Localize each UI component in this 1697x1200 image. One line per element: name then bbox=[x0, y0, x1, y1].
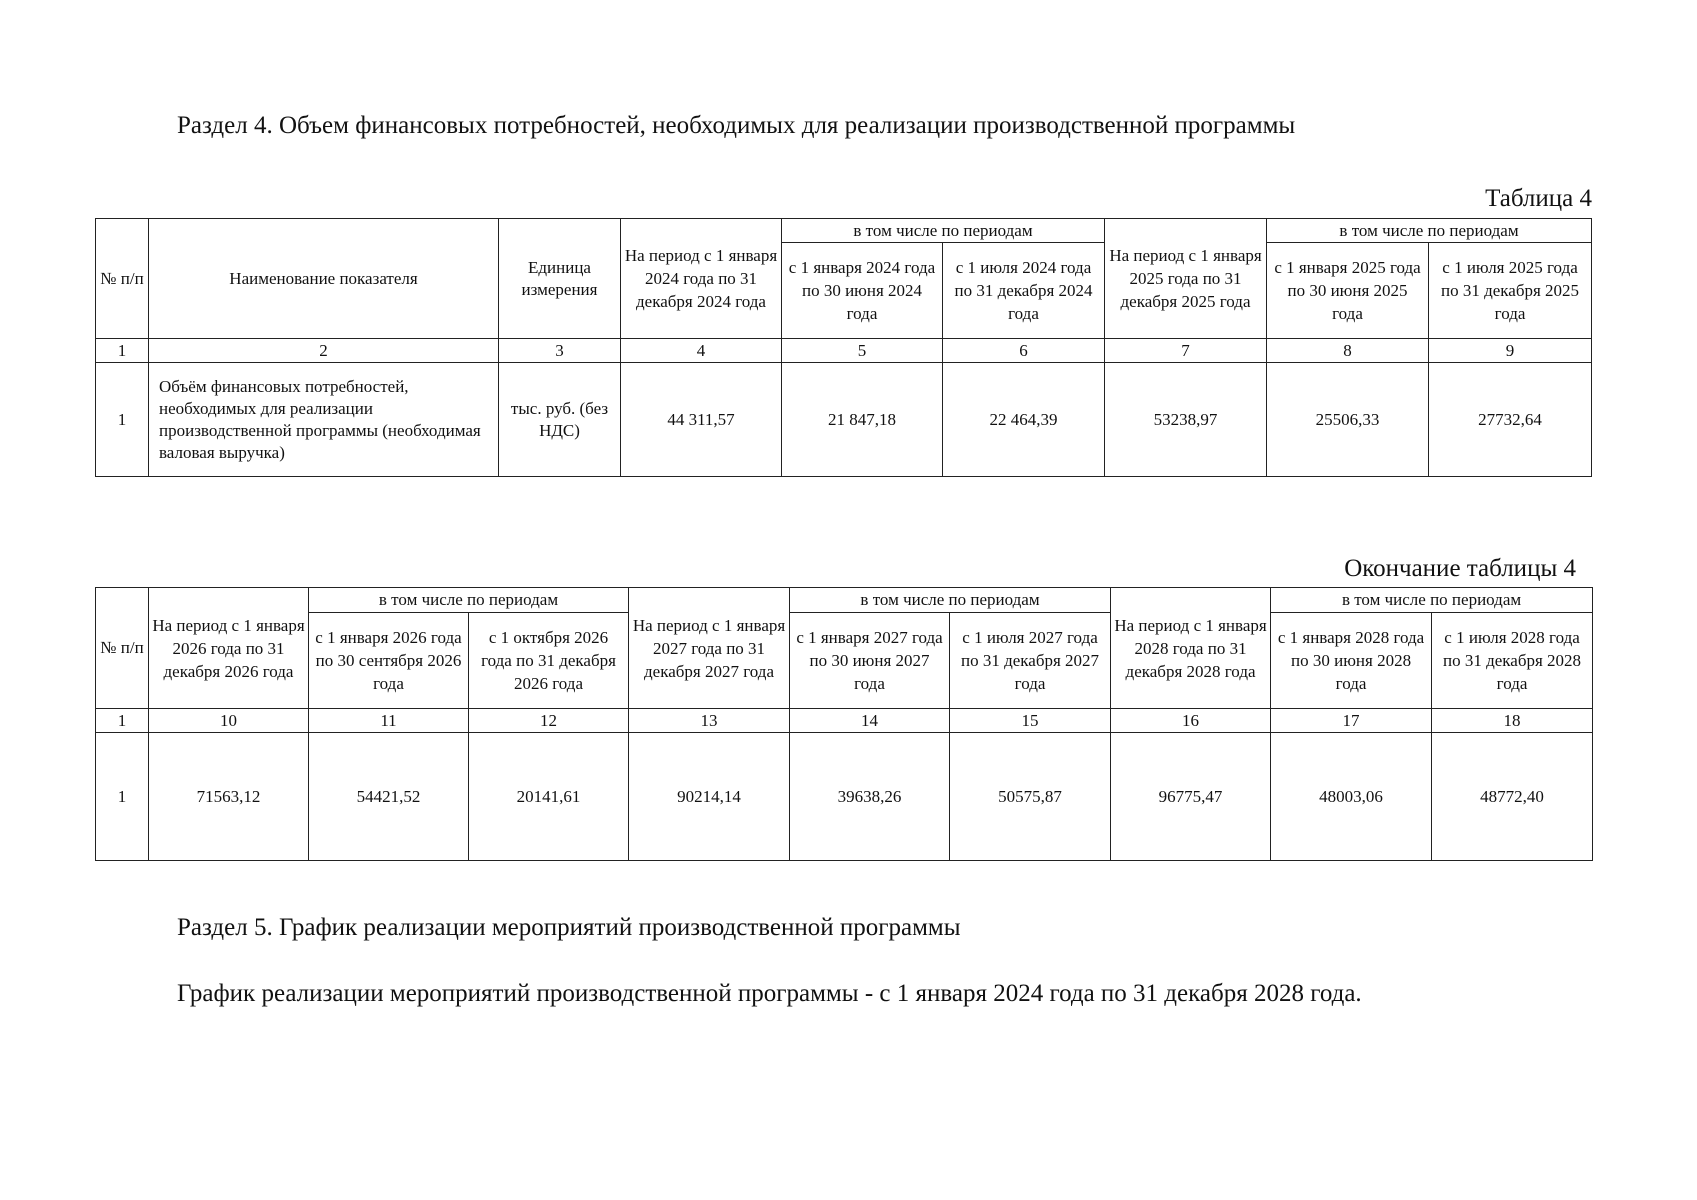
value-2028-h1: 48003,06 bbox=[1271, 733, 1432, 861]
header-subperiods-2025: в том числе по периодам bbox=[1267, 219, 1592, 243]
table-4-caption: Таблица 4 bbox=[1485, 185, 1592, 212]
header-period-2025: На период с 1 января 2025 года по 31 декабря 2025 года bbox=[1105, 219, 1267, 339]
column-number: 4 bbox=[621, 339, 782, 363]
header-period-2026: На период с 1 января 2026 года по 31 декабря 2026 года bbox=[149, 588, 309, 709]
value-period-2024: 44 311,57 bbox=[621, 363, 782, 477]
header-2026-b: с 1 октября 2026 года по 31 декабря 2026 года bbox=[469, 613, 629, 709]
schedule-text: График реализации мероприятий производственной программы - с 1 января 2024 года по 31 декабря 2028 года. bbox=[177, 980, 1362, 1007]
table-4-end-column-numbers bbox=[96, 709, 1593, 733]
header-indicator-name: Наименование показателя bbox=[149, 219, 499, 339]
column-number: 6 bbox=[943, 339, 1105, 363]
table-4-end-header-row-1 bbox=[96, 588, 1593, 613]
value-2026-a: 54421,52 bbox=[309, 733, 469, 861]
column-number: 11 bbox=[309, 709, 469, 733]
header-period-2024: На период с 1 января 2024 года по 31 декабря 2024 года bbox=[621, 219, 782, 339]
header-2027-h1: с 1 января 2027 года по 30 июня 2027 года bbox=[790, 613, 950, 709]
section-5-title: Раздел 5. График реализации мероприятий производственной программы bbox=[177, 914, 961, 941]
table-row bbox=[96, 733, 1593, 861]
column-number: 8 bbox=[1267, 339, 1429, 363]
header-2024-h1: с 1 января 2024 года по 30 июня 2024 года bbox=[782, 243, 943, 339]
header-subperiods-2028: в том числе по периодам bbox=[1271, 588, 1593, 613]
table-4-end bbox=[95, 587, 1593, 861]
column-number: 1 bbox=[96, 339, 149, 363]
header-period-2027: На период с 1 января 2027 года по 31 декабря 2027 года bbox=[629, 588, 790, 709]
column-number: 1 bbox=[96, 709, 149, 733]
value-2024-h2: 22 464,39 bbox=[943, 363, 1105, 477]
column-number: 14 bbox=[790, 709, 950, 733]
table-row bbox=[96, 363, 1592, 477]
header-period-2028: На период с 1 января 2028 года по 31 декабря 2028 года bbox=[1111, 588, 1271, 709]
column-number: 18 bbox=[1432, 709, 1593, 733]
table-4 bbox=[95, 218, 1592, 477]
header-no: № п/п bbox=[96, 588, 149, 709]
header-2028-h2: с 1 июля 2028 года по 31 декабря 2028 года bbox=[1432, 613, 1593, 709]
row-number: 1 bbox=[96, 363, 149, 477]
header-2025-h1: с 1 января 2025 года по 30 июня 2025 года bbox=[1267, 243, 1429, 339]
header-unit: Единица измерения bbox=[499, 219, 621, 339]
value-period-2026: 71563,12 bbox=[149, 733, 309, 861]
column-number: 9 bbox=[1429, 339, 1592, 363]
section-4-title: Раздел 4. Объем финансовых потребностей, необходимых для реализации производственной программы bbox=[177, 112, 1296, 139]
table-4-header-row-1 bbox=[96, 219, 1592, 243]
column-number: 3 bbox=[499, 339, 621, 363]
column-number: 10 bbox=[149, 709, 309, 733]
value-2024-h1: 21 847,18 bbox=[782, 363, 943, 477]
row-number: 1 bbox=[96, 733, 149, 861]
header-2027-h2: с 1 июля 2027 года по 31 декабря 2027 года bbox=[950, 613, 1111, 709]
value-period-2027: 90214,14 bbox=[629, 733, 790, 861]
value-2025-h2: 27732,64 bbox=[1429, 363, 1592, 477]
header-2026-a: с 1 января 2026 года по 30 сентября 2026 года bbox=[309, 613, 469, 709]
header-no: № п/п bbox=[96, 219, 149, 339]
value-2026-b: 20141,61 bbox=[469, 733, 629, 861]
value-2027-h2: 50575,87 bbox=[950, 733, 1111, 861]
header-subperiods-2027: в том числе по периодам bbox=[790, 588, 1111, 613]
column-number: 17 bbox=[1271, 709, 1432, 733]
value-period-2025: 53238,97 bbox=[1105, 363, 1267, 477]
value-period-2028: 96775,47 bbox=[1111, 733, 1271, 861]
header-2024-h2: с 1 июля 2024 года по 31 декабря 2024 года bbox=[943, 243, 1105, 339]
value-2028-h2: 48772,40 bbox=[1432, 733, 1593, 861]
header-subperiods-2024: в том числе по периодам bbox=[782, 219, 1105, 243]
column-number: 2 bbox=[149, 339, 499, 363]
column-number: 12 bbox=[469, 709, 629, 733]
indicator-name: Объём финансовых потребностей, необходимых для реализации производственной программы (необходимая валовая выручка) bbox=[149, 363, 499, 477]
column-number: 13 bbox=[629, 709, 790, 733]
column-number: 5 bbox=[782, 339, 943, 363]
unit-cell: тыс. руб. (без НДС) bbox=[499, 363, 621, 477]
column-number: 16 bbox=[1111, 709, 1271, 733]
table-4-column-numbers bbox=[96, 339, 1592, 363]
header-subperiods-2026: в том числе по периодам bbox=[309, 588, 629, 613]
column-number: 15 bbox=[950, 709, 1111, 733]
value-2025-h1: 25506,33 bbox=[1267, 363, 1429, 477]
value-2027-h1: 39638,26 bbox=[790, 733, 950, 861]
column-number: 7 bbox=[1105, 339, 1267, 363]
header-2025-h2: с 1 июля 2025 года по 31 декабря 2025 года bbox=[1429, 243, 1592, 339]
table-4-end-caption: Окончание таблицы 4 bbox=[1344, 555, 1576, 582]
header-2028-h1: с 1 января 2028 года по 30 июня 2028 года bbox=[1271, 613, 1432, 709]
table-4-end-header-row-2 bbox=[96, 613, 1593, 709]
